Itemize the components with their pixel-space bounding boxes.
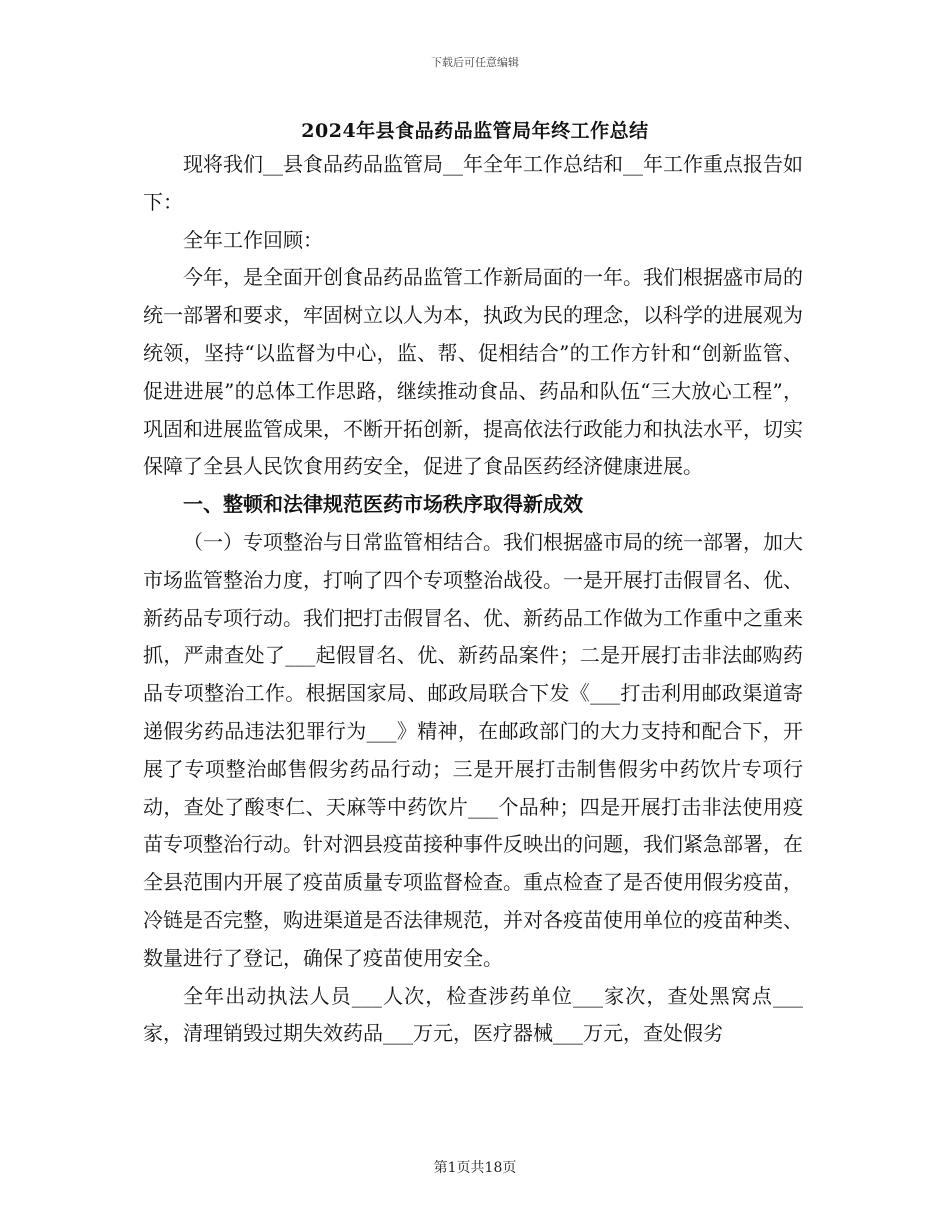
section-heading: 一、整顿和法律规范医药市场秩序取得新成效: [183, 492, 583, 517]
overview-paragraph: 今年，是全面开创食品药品监管工作新局面的一年。我们根据盛市局的统一部署和要求，牢固树立以人为本，执政为民的理念，以科学的进展观为统领，坚持“以监督为中心，监、帮、促相结合”的工作方针和“创新监管、促进进展”的总体工作思路，继续推动食品、药品和队伍“三大放心工程”，巩固和进展监管成果，不断开拓创新，提高依法行政能力和执法水平，切实保障了全县人民饮食用药安全，促进了食品医药经济健康进展。: [143, 265, 803, 479]
statistics-paragraph: 全年出动执法人员___人次，检查涉药单位___家次，查处黑窝点___家，清理销毁过期失效药品___万元，医疗器械___万元，查处假劣: [143, 983, 803, 1046]
review-label-paragraph: 全年工作回顾：: [183, 227, 323, 252]
document-title: 2024年县食品药品监管局年终工作总结: [301, 120, 649, 142]
document-body: [143, 146, 803, 1053]
header-note: 下载后可任意编辑: [431, 56, 519, 69]
special-rectification-paragraph: （一）专项整治与日常监管相结合。我们根据盛市局的统一部署，加大市场监管整治力度，打响了四个专项整治战役。一是开展打击假冒名、优、新药品专项行动。我们把打击假冒名、优、新药品工作做为工作重中之重来抓，严肃查处了___起假冒名、优、新药品案件；二是开展打击非法邮购药品专项整治工作。根据国家局、邮政局联合下发《___打击利用邮政渠道寄递假劣药品违法犯罪行为___》精神，在邮政部门的大力支持和配合下，开展了专项整治邮售假劣药品行动；三是开展打击制售假劣中药饮片专项行动，查处了酸枣仁、天麻等中药饮片___个品种；四是开展打击非法使用疫苗专项整治行动。针对泗县疫苗接种事件反映出的问题，我们紧急部署，在全县范围内开展了疫苗质量专项监督检查。重点检查了是否使用假劣疫苗，冷链是否完整，购进渠道是否法律规范，并对各疫苗使用单位的疫苗种类、数量进行了登记，确保了疫苗使用安全。: [143, 529, 803, 970]
page-number: 第1页共18页: [433, 1160, 517, 1176]
intro-paragraph: 现将我们__县食品药品监管局__年全年工作总结和__年工作重点报告如下：: [143, 152, 803, 214]
